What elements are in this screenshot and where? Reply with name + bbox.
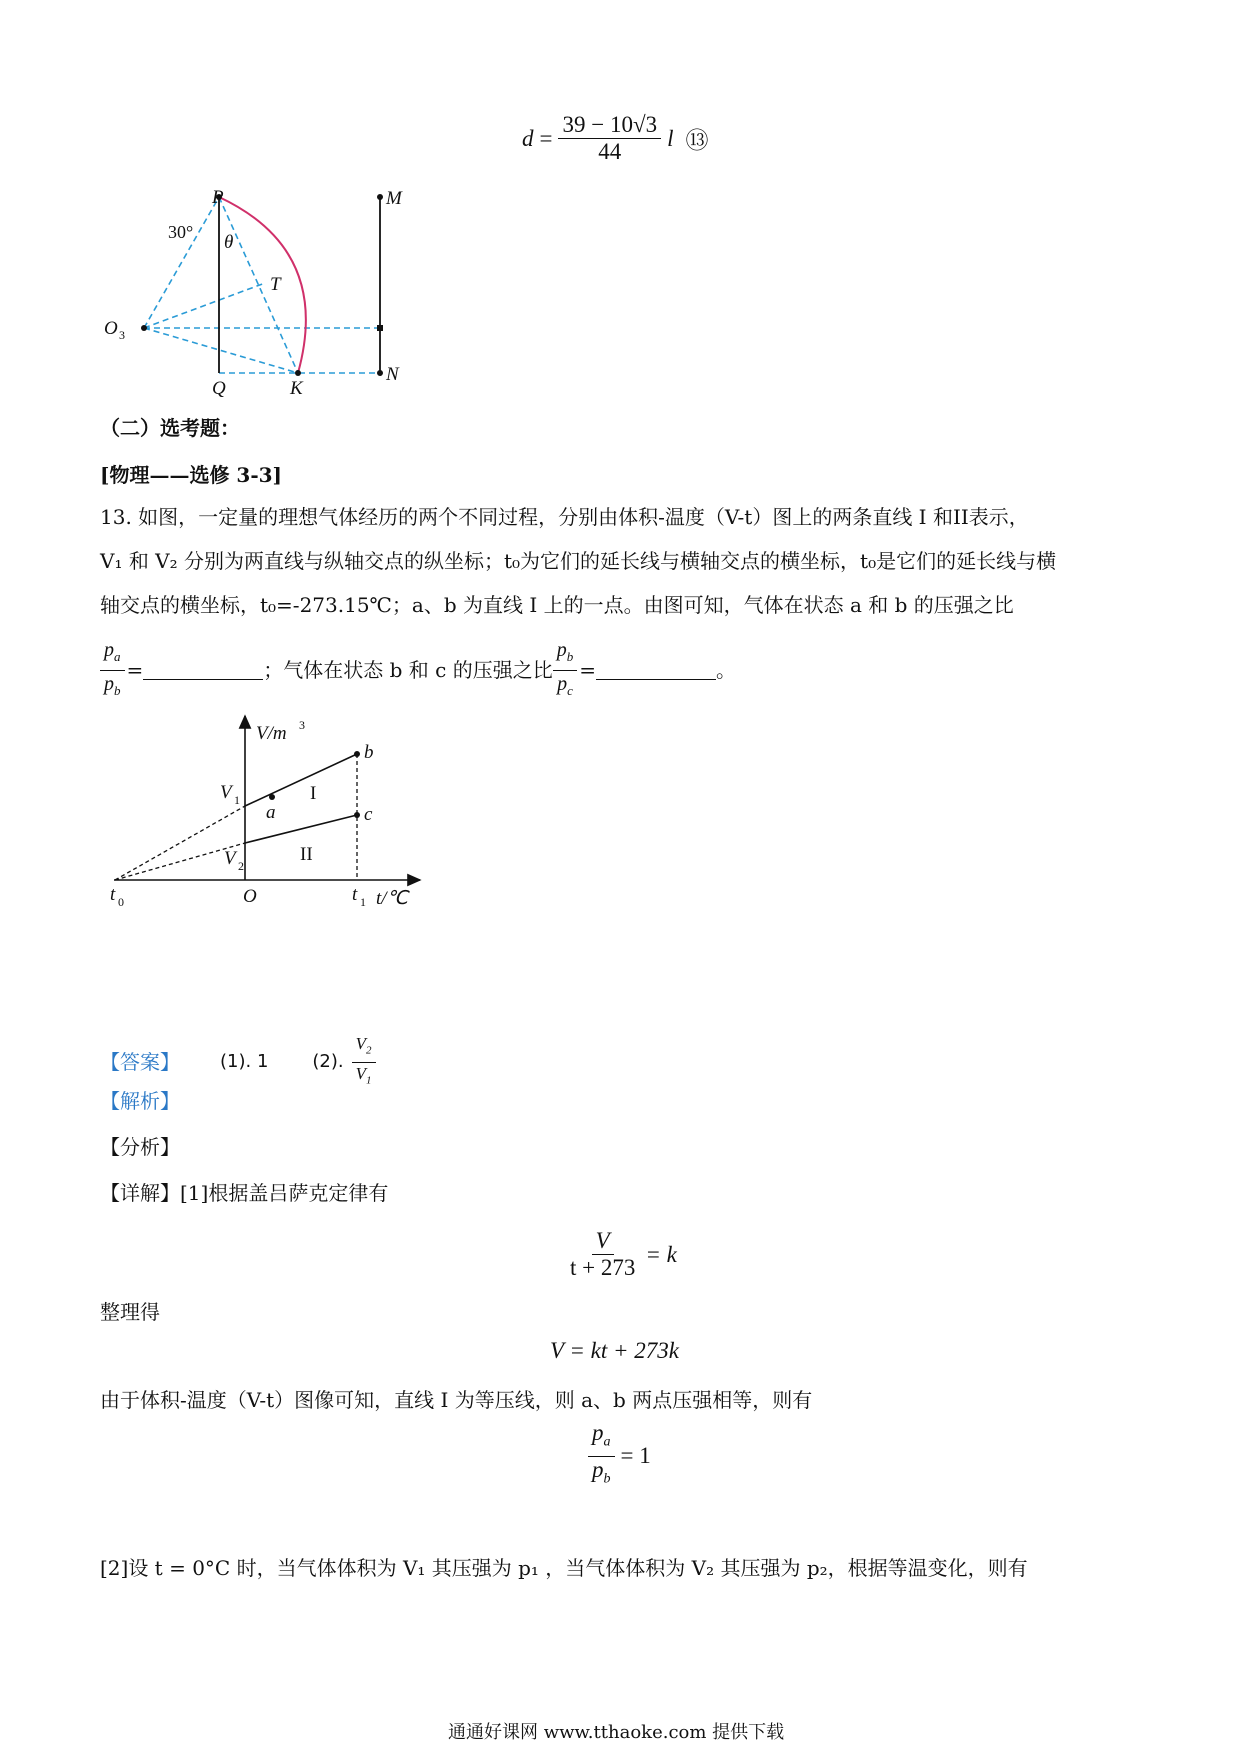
page-footer: 通通好课网 www.tthaoke.com 提供下载: [448, 1722, 785, 1743]
point-o3: [141, 325, 147, 331]
answer-1: (1). 1: [220, 1051, 269, 1072]
conclusion-text: 由于体积-温度（V-t）图像可知，直线 I 为等压线，则 a、b 两点压强相等，则有: [100, 1388, 813, 1412]
answer-blank-2[interactable]: [596, 661, 716, 680]
point-mn-mid: [377, 325, 383, 331]
ratio2-den: p: [557, 672, 568, 695]
line-o3-k: [144, 328, 298, 373]
detail-text: [1]根据盖吕萨克定律有: [180, 1181, 389, 1205]
eq13-lhs: d: [522, 125, 534, 151]
label-line-ii: II: [300, 844, 313, 865]
vt-graph: [100, 712, 440, 1022]
ratio-pb-pc: [553, 637, 578, 704]
question-mid-text: ；气体在状态 b 和 c 的压强之比: [263, 658, 553, 682]
label-o: O: [243, 886, 257, 907]
eq-k-rhs: = k: [645, 1241, 677, 1267]
eq13-tag: ⑬: [685, 128, 709, 153]
answer-row: [100, 1032, 376, 1092]
question-line-3: 轴交点的横坐标，t₀=-273.15℃；a、b 为直线 I 上的一点。由图可知，气体在状态 a 和 b 的压强之比: [100, 593, 1014, 617]
ratio-pa-pb: [100, 637, 125, 704]
label-line-i: I: [310, 783, 317, 804]
label-a: a: [266, 802, 276, 823]
eq-p-num: p: [592, 1420, 604, 1445]
equation-v: V = kt + 273k: [550, 1338, 679, 1363]
answer-2-prefix: (2).: [312, 1051, 344, 1072]
line-o3-t: [144, 283, 265, 328]
eq13-numerator: 39 − 10√3: [558, 112, 661, 139]
label-theta: θ: [224, 232, 234, 253]
answer-2-fraction: [352, 1033, 376, 1091]
ratio2-den-sub: c: [567, 682, 573, 698]
ratio1-num-sub: a: [114, 648, 121, 664]
point-n: [377, 370, 383, 376]
answer-tag: 【答案】: [100, 1050, 180, 1074]
answer-2-num: V: [355, 1034, 367, 1054]
point-a: [269, 794, 275, 800]
eq13-equals: =: [539, 125, 553, 151]
label-o3: O: [104, 318, 118, 339]
ratio1-den: p: [104, 672, 114, 695]
eq-k-den: t + 273: [570, 1255, 636, 1280]
answer-blank-1[interactable]: [143, 661, 263, 680]
question-line-2: V₁ 和 V₂ 分别为两直线与纵轴交点的纵坐标；t₀为它们的延长线与横轴交点的横坐标，t₀是它们的延长线与横: [100, 549, 1057, 573]
label-b: b: [364, 742, 374, 763]
answer-2-den-sub: 1: [366, 1073, 372, 1086]
equation-13: [522, 112, 708, 165]
eq13-denominator: 44: [598, 139, 622, 164]
label-t1: t: [352, 884, 358, 905]
ratio1-den-sub: b: [114, 682, 121, 698]
question-end: 。: [715, 658, 736, 682]
ratio2-equals: =: [579, 658, 596, 682]
analysis-tag: 【解析】: [100, 1089, 180, 1113]
label-v1: V: [220, 782, 232, 803]
eq-p-den: p: [592, 1456, 604, 1482]
eq13-tail: l: [667, 125, 674, 151]
section-subheading: [物理——选修 3-3]: [100, 463, 283, 487]
arc-p-k: [219, 197, 306, 373]
line-o3-p: [144, 197, 219, 328]
label-t1-sub: 1: [360, 895, 366, 909]
answer-2-den: V: [355, 1063, 367, 1083]
label-n: N: [386, 364, 399, 385]
equation-pressure-ratio: [588, 1420, 651, 1492]
label-t: T: [270, 274, 281, 295]
ratio1-num: p: [104, 638, 114, 661]
label-angle: 30°: [168, 222, 194, 242]
eq-k-num: V: [592, 1228, 614, 1255]
label-v2-sub: 2: [238, 859, 244, 873]
eq-p-num-sub: a: [603, 1434, 611, 1450]
breakdown-tag: 【分析】: [100, 1135, 180, 1159]
eq-k-fraction: [566, 1228, 639, 1281]
eq-p-fraction: [588, 1420, 615, 1492]
point-b: [354, 751, 360, 757]
label-q: Q: [212, 378, 226, 399]
label-p: P: [212, 188, 224, 208]
question-ratios: [100, 640, 736, 700]
label-k: K: [290, 378, 303, 399]
ratio2-num-sub: b: [566, 648, 574, 664]
point-k: [295, 370, 301, 376]
question-line-1: 13. 如图，一定量的理想气体经历的两个不同过程，分别由体积-温度（V-t）图上的两条直线 I 和II表示，: [100, 505, 1029, 529]
label-m: M: [386, 188, 402, 209]
line-i: [245, 754, 357, 806]
eq-p-rhs: = 1: [620, 1443, 651, 1469]
label-c: c: [364, 804, 373, 825]
point-m: [377, 194, 383, 200]
y-axis-label: V/m: [256, 723, 287, 744]
label-t0-sub: 0: [118, 895, 124, 909]
section-heading: （二）选考题：: [100, 416, 240, 440]
eq13-fraction: [558, 112, 661, 165]
answer-2-num-sub: 2: [366, 1044, 372, 1057]
detail-row: [100, 1179, 388, 1207]
ratio2-num: p: [556, 638, 567, 661]
y-axis-label-sup: 3: [299, 718, 305, 732]
eq-p-den-sub: b: [603, 1471, 611, 1487]
label-v2: V: [224, 848, 236, 869]
ratio1-equals: =: [126, 658, 144, 682]
part-2-text: [2]设 t = 0°C 时，当气体体积为 V₁ 其压强为 p₁ ，当气体体积为 V₂ 其压强为 p₂，根据等温变化，则有: [100, 1556, 1028, 1580]
geometry-figure: [100, 188, 430, 448]
label-t0: t: [110, 884, 116, 905]
step-text: 整理得: [100, 1300, 160, 1324]
point-c: [354, 812, 360, 818]
label-v1-sub: 1: [234, 793, 240, 807]
x-axis-label: t/℃: [376, 888, 408, 909]
detail-tag: 【详解】: [100, 1181, 180, 1205]
equation-gay-lussac: [566, 1228, 677, 1281]
line-ii: [245, 815, 357, 843]
label-o3-sub: 3: [119, 328, 125, 342]
